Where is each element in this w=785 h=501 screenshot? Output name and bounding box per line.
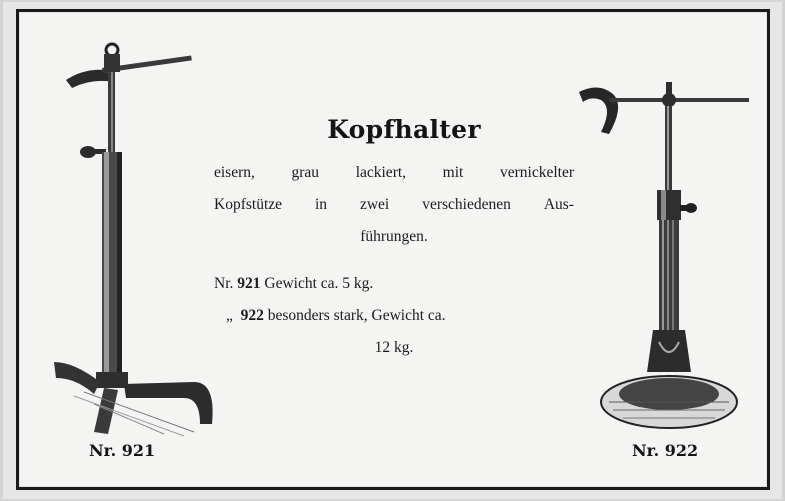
catalog-sheet <box>16 9 770 490</box>
item-prefix: „ <box>226 307 233 324</box>
page-title: Kopfhalter <box>327 115 481 144</box>
word: Aus- <box>543 196 574 213</box>
head-support-stand-921-icon <box>44 32 234 442</box>
item-921 <box>214 268 574 300</box>
figure-caption-922: Nr. 922 <box>632 441 699 460</box>
word: Kopfstütze <box>214 196 283 213</box>
item-list <box>214 268 574 364</box>
figure-caption-921: Nr. 921 <box>89 441 156 460</box>
word: zwei <box>359 196 390 213</box>
head-support-stand-922-icon <box>579 72 759 442</box>
word: vernickelter <box>499 164 574 181</box>
word: in <box>314 196 328 213</box>
word: grau <box>291 164 320 181</box>
description-line-1 <box>214 157 574 189</box>
item-prefix: Nr. <box>214 275 234 292</box>
description-line-3: führungen. <box>360 228 428 245</box>
catalog-page <box>3 2 782 499</box>
item-922-head <box>226 300 446 332</box>
word: verschiedenen <box>422 196 511 213</box>
item-number: 922 <box>240 307 264 324</box>
word: mit <box>442 164 464 181</box>
description <box>214 157 574 253</box>
item-922 <box>214 300 574 332</box>
word: eisern, <box>214 164 255 181</box>
item-text: Gewicht ca. 5 kg. <box>264 275 374 292</box>
word: lackiert, <box>355 164 407 181</box>
item-number: 921 <box>237 275 261 292</box>
item-text: besonders stark, Gewicht ca. <box>267 307 446 324</box>
description-line-2 <box>214 189 574 221</box>
item-922-weight: 12 kg. <box>374 339 414 356</box>
